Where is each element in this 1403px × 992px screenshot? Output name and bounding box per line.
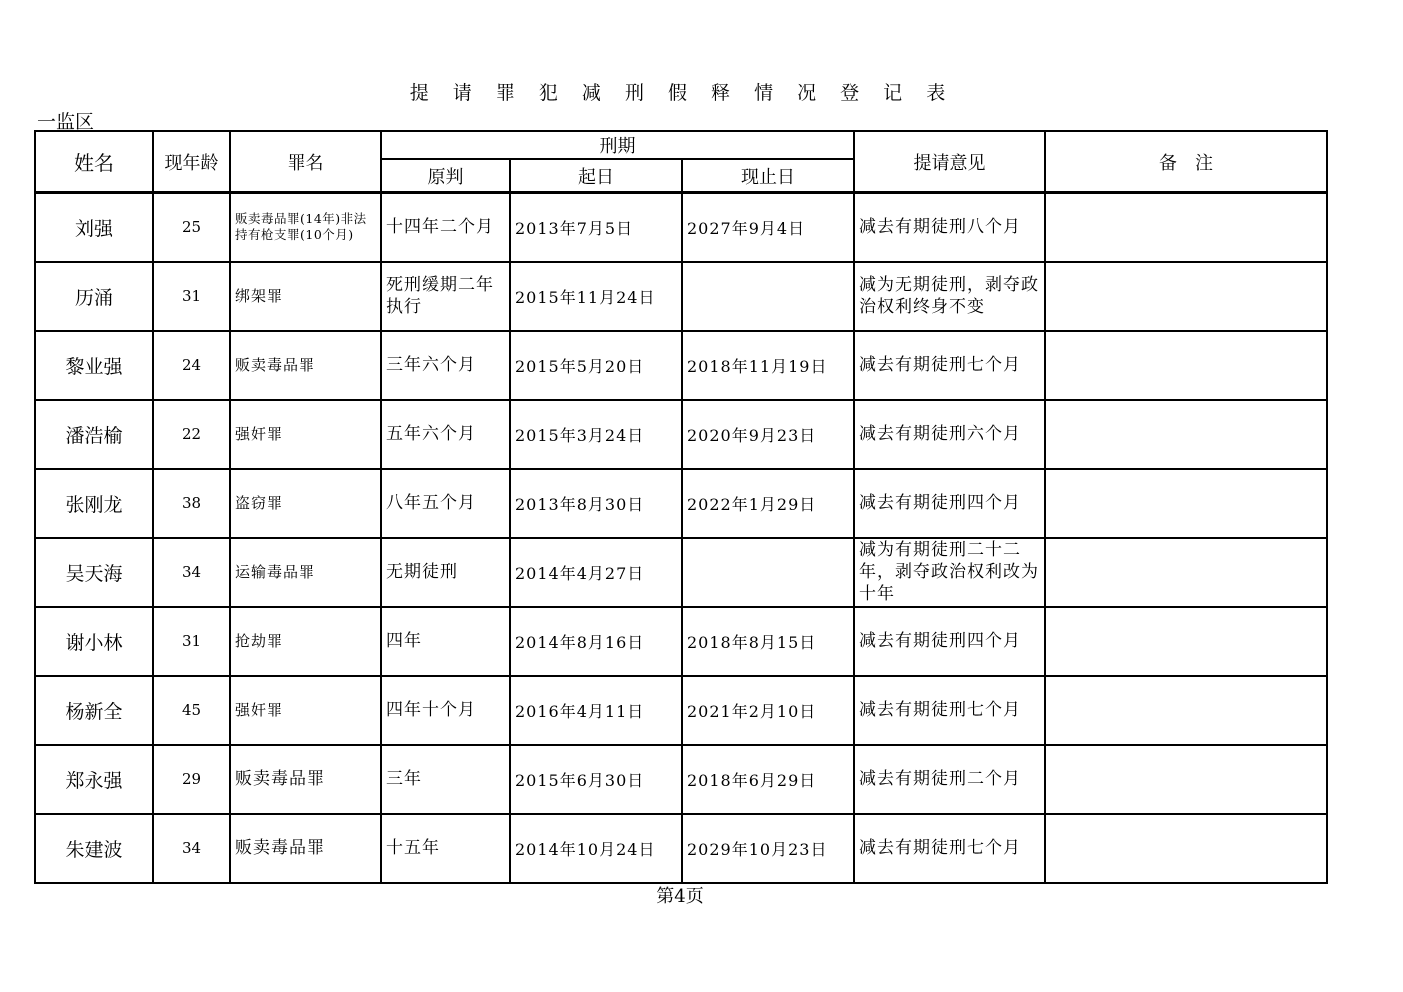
cell-age: 22	[153, 400, 230, 469]
cell-name: 杨新全	[35, 676, 153, 745]
cell-opinion: 减去有期徒刑二个月	[854, 745, 1045, 814]
cell-opinion: 减去有期徒刑七个月	[854, 814, 1045, 883]
table-row	[35, 538, 1327, 607]
cell-age: 34	[153, 814, 230, 883]
cell-remarks	[1045, 331, 1327, 400]
cell-age: 38	[153, 469, 230, 538]
table-row	[35, 814, 1327, 883]
cell-original: 八年五个月	[381, 469, 510, 538]
table-row	[35, 262, 1327, 331]
cell-end: 2018年11月19日	[682, 331, 854, 400]
header-end: 现止日	[682, 159, 854, 193]
cell-start: 2014年4月27日	[510, 538, 682, 607]
cell-end	[682, 538, 854, 607]
page-number: 第4页	[656, 886, 704, 907]
table-row	[35, 676, 1327, 745]
cell-name: 张刚龙	[35, 469, 153, 538]
registration-table	[34, 130, 1328, 884]
cell-remarks	[1045, 538, 1327, 607]
cell-name: 潘浩榆	[35, 400, 153, 469]
cell-opinion: 减去有期徒刑八个月	[854, 193, 1045, 262]
cell-opinion: 减去有期徒刑七个月	[854, 676, 1045, 745]
cell-remarks	[1045, 607, 1327, 676]
cell-original: 三年	[381, 745, 510, 814]
cell-crime: 绑架罪	[230, 262, 381, 331]
cell-end: 2018年8月15日	[682, 607, 854, 676]
cell-age: 45	[153, 676, 230, 745]
page-title: 提 请 罪 犯 减 刑 假 释 情 况 登 记 表	[409, 82, 955, 104]
cell-original: 无期徒刑	[381, 538, 510, 607]
cell-crime: 贩卖毒品罪	[230, 814, 381, 883]
district-label: 一监区	[37, 111, 95, 133]
header-remarks: 备 注	[1045, 131, 1327, 193]
cell-remarks	[1045, 676, 1327, 745]
header-original: 原判	[381, 159, 510, 193]
header-name: 姓名	[35, 131, 153, 193]
cell-name: 吴天海	[35, 538, 153, 607]
cell-opinion: 减去有期徒刑四个月	[854, 469, 1045, 538]
cell-end	[682, 262, 854, 331]
table-row	[35, 745, 1327, 814]
cell-end: 2027年9月4日	[682, 193, 854, 262]
header-age: 现年龄	[153, 131, 230, 193]
table-row	[35, 331, 1327, 400]
header-sentence-group: 刑期	[381, 131, 854, 159]
header-crime: 罪名	[230, 131, 381, 193]
cell-end: 2029年10月23日	[682, 814, 854, 883]
cell-opinion: 减去有期徒刑四个月	[854, 607, 1045, 676]
header-opinion: 提请意见	[854, 131, 1045, 193]
cell-crime: 贩卖毒品罪	[230, 745, 381, 814]
cell-age: 29	[153, 745, 230, 814]
cell-start: 2014年10月24日	[510, 814, 682, 883]
cell-end: 2020年9月23日	[682, 400, 854, 469]
cell-name: 刘强	[35, 193, 153, 262]
cell-start: 2015年5月20日	[510, 331, 682, 400]
cell-remarks	[1045, 814, 1327, 883]
cell-end: 2022年1月29日	[682, 469, 854, 538]
table-row	[35, 400, 1327, 469]
cell-age: 25	[153, 193, 230, 262]
cell-original: 四年十个月	[381, 676, 510, 745]
header-start: 起日	[510, 159, 682, 193]
cell-name: 黎业强	[35, 331, 153, 400]
cell-crime: 强奸罪	[230, 400, 381, 469]
cell-name: 历涌	[35, 262, 153, 331]
cell-original: 四年	[381, 607, 510, 676]
table-row	[35, 193, 1327, 262]
cell-remarks	[1045, 193, 1327, 262]
cell-original: 十五年	[381, 814, 510, 883]
cell-age: 34	[153, 538, 230, 607]
cell-crime: 贩卖毒品罪(14年)非法持有枪支罪(10个月)	[230, 193, 381, 262]
cell-remarks	[1045, 262, 1327, 331]
cell-crime: 强奸罪	[230, 676, 381, 745]
cell-crime: 抢劫罪	[230, 607, 381, 676]
cell-remarks	[1045, 469, 1327, 538]
cell-remarks	[1045, 400, 1327, 469]
cell-start: 2015年3月24日	[510, 400, 682, 469]
cell-start: 2013年8月30日	[510, 469, 682, 538]
table-row	[35, 469, 1327, 538]
cell-original: 十四年二个月	[381, 193, 510, 262]
cell-start: 2016年4月11日	[510, 676, 682, 745]
cell-original: 三年六个月	[381, 331, 510, 400]
cell-age: 31	[153, 607, 230, 676]
cell-end: 2018年6月29日	[682, 745, 854, 814]
cell-original: 五年六个月	[381, 400, 510, 469]
cell-name: 谢小林	[35, 607, 153, 676]
cell-remarks	[1045, 745, 1327, 814]
cell-age: 31	[153, 262, 230, 331]
cell-start: 2015年11月24日	[510, 262, 682, 331]
cell-crime: 贩卖毒品罪	[230, 331, 381, 400]
cell-original: 死刑缓期二年执行	[381, 262, 510, 331]
cell-opinion: 减为无期徒刑，剥夺政治权利终身不变	[854, 262, 1045, 331]
cell-crime: 盗窃罪	[230, 469, 381, 538]
cell-crime: 运输毒品罪	[230, 538, 381, 607]
cell-name: 郑永强	[35, 745, 153, 814]
cell-name: 朱建波	[35, 814, 153, 883]
cell-start: 2015年6月30日	[510, 745, 682, 814]
table-row	[35, 607, 1327, 676]
cell-age: 24	[153, 331, 230, 400]
cell-start: 2013年7月5日	[510, 193, 682, 262]
cell-opinion: 减去有期徒刑七个月	[854, 331, 1045, 400]
cell-opinion: 减去有期徒刑六个月	[854, 400, 1045, 469]
cell-opinion: 减为有期徒刑二十二年，剥夺政治权利改为十年	[854, 538, 1045, 607]
cell-start: 2014年8月16日	[510, 607, 682, 676]
cell-end: 2021年2月10日	[682, 676, 854, 745]
